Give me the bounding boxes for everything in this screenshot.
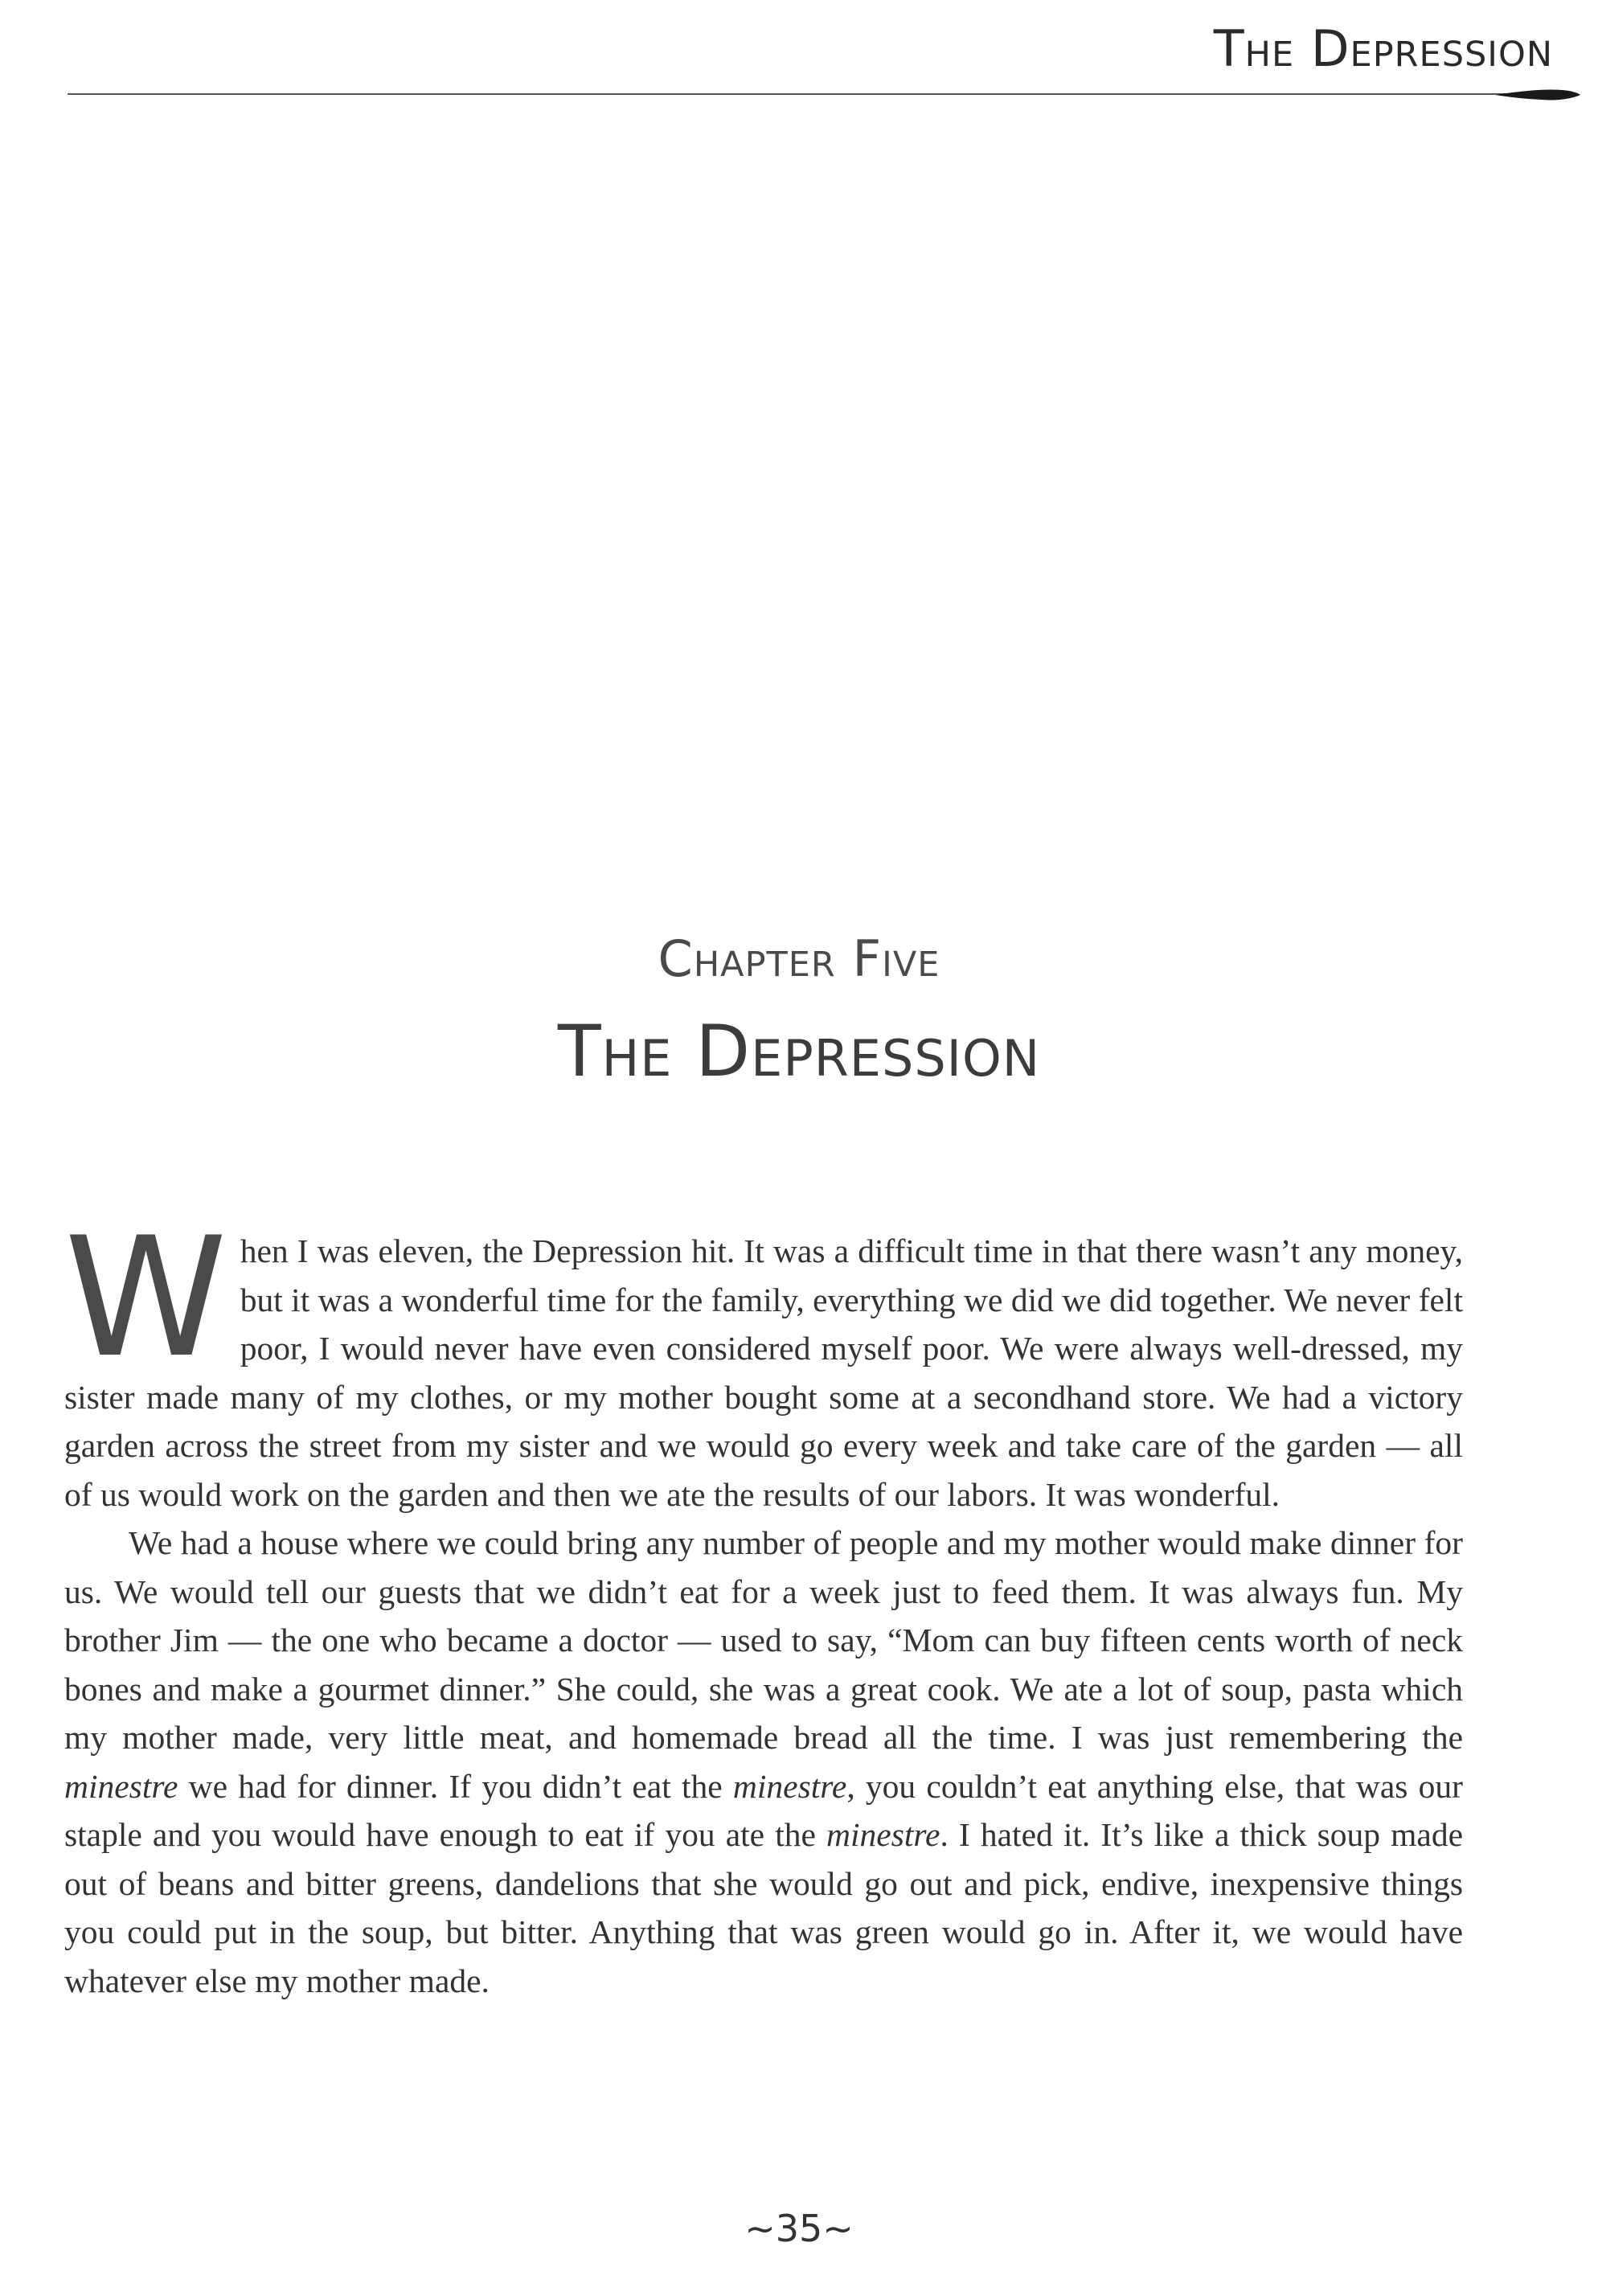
chapter-title: The Depression [557, 1010, 1041, 1093]
italic-term: minestre [732, 1767, 847, 1805]
paragraph-text: We had a house where we could bring any number of people and my mother would make dinner for us. We would tell our guests that we didn’t eat for a week just to feed them. It was always fun. My brother Jim — the one who became a doctor — used to say, “Mom can buy fifteen cents worth of neck bones and make a gourmet dinner.” She could, she was a great cook. We ate a lot of soup, pasta which my mother made, very little meat, and homemade bread all the time. I was just remembering the [64, 1524, 1463, 1756]
header-flourish-icon [1494, 84, 1582, 108]
body-text [64, 1203, 1463, 2005]
paragraph-text: . I hated it. It’s like a thick soup made out of beans and bitter greens, dandelions that she would go out and pick, endive, inexpensive things you could put in the soup, but bitter. Anything that was green would go in. After it, we would have whatever else my mother made. [64, 1816, 1463, 1999]
header-rule [68, 93, 1572, 95]
paragraph-text: we had for dinner. If you didn’t eat the [178, 1767, 733, 1805]
paragraph [64, 1519, 1463, 2005]
italic-term: minestre [826, 1816, 940, 1853]
paragraph [64, 1203, 1463, 1519]
running-header: The Depression [1213, 19, 1553, 78]
chapter-label: Chapter Five [658, 929, 940, 988]
page-number: ~35~ [744, 2207, 854, 2250]
paragraph-text: , you couldn’t eat anything else, that was our staple and you would have enough to eat if you ate the [64, 1767, 1463, 1853]
italic-term: minestre [64, 1767, 178, 1805]
paragraph-text: hen I was eleven, the Depression hit. It was a difficult time in that there wasn’t any money, but it was a wonderful time for the family, everything we did we did together. We never felt poor, I would never have even considered myself poor. We were always well-dressed, my sister made many of my clothes, or my mother bought some at a secondhand store. We had a victory garden across the street from my sister and we would go every week and take care of the garden — all of us would work on the garden and then we ate the results of our labors. It was wonderful. [64, 1232, 1463, 1513]
drop-cap: W [64, 1203, 227, 1394]
